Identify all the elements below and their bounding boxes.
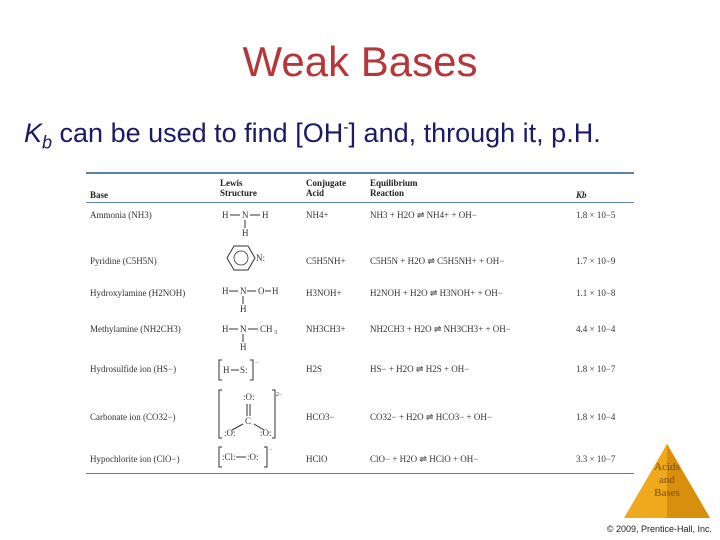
row-4-base: Hydrosulfide ion (HS−)	[90, 364, 177, 374]
row-1-conj: C5H5NH+	[306, 256, 346, 266]
header-kb: Kb	[576, 190, 587, 200]
svg-text:3: 3	[274, 330, 277, 336]
row-3-base: Methylamine (NH2CH3)	[90, 324, 181, 334]
row-4-reaction: HS− + H2O ⇌ H2S + OH−	[370, 364, 470, 374]
lewis-structure-ammonia	[218, 204, 278, 240]
svg-text:C: C	[245, 416, 252, 426]
slide-title: Weak Bases	[242, 38, 478, 85]
header-base: Base	[90, 190, 108, 200]
svg-text:N:: N:	[256, 253, 265, 263]
subtitle-mid: can be used to find [OH	[52, 118, 344, 148]
svg-text:CH: CH	[260, 324, 273, 334]
row-0-conj: NH4+	[306, 210, 329, 220]
svg-text:N: N	[242, 210, 249, 220]
lewis-structure-hydroxylamine	[218, 280, 282, 318]
row-6-reaction: ClO− + H2O ⇌ HClO + OH−	[370, 454, 479, 464]
svg-text:N: N	[240, 286, 247, 296]
svg-text:H: H	[223, 365, 230, 375]
lewis-structure-hypochlorite	[218, 444, 282, 470]
svg-text:−: −	[269, 447, 273, 453]
row-0-base: Ammonia (NH3)	[90, 210, 152, 220]
weak-bases-table	[86, 172, 634, 476]
row-2-conj: H3NOH+	[306, 288, 342, 298]
row-4-kb: 1.8 × 10−7	[576, 364, 616, 374]
row-5-base: Carbonate ion (CO32−)	[90, 412, 176, 422]
row-1-kb: 1.7 × 10−9	[576, 256, 616, 266]
table-top-rule	[86, 172, 634, 174]
table-header-rule	[86, 202, 634, 203]
header-equilibrium: Equilibrium Reaction	[370, 178, 418, 198]
svg-text::O:: :O:	[247, 452, 259, 462]
svg-text:H: H	[262, 210, 269, 220]
lewis-structure-methylamine	[218, 318, 288, 356]
row-3-kb: 4.4 × 10−4	[576, 324, 616, 334]
badge-line-1: Acids	[654, 461, 680, 473]
svg-text::Cl:: :Cl:	[222, 452, 236, 462]
row-2-reaction: H2NOH + H2O ⇌ H3NOH+ + OH−	[370, 288, 503, 298]
svg-text:H: H	[240, 342, 247, 352]
row-3-conj: NH3CH3+	[306, 324, 346, 334]
table-bottom-rule	[86, 473, 634, 474]
header-lewis: Lewis Structure	[220, 178, 257, 198]
svg-text:2−: 2−	[276, 392, 282, 398]
svg-text:H: H	[272, 286, 279, 296]
svg-text:S:: S:	[240, 365, 248, 375]
svg-text::O:: :O:	[260, 428, 272, 438]
header-conjugate: Conjugate Acid	[306, 178, 346, 198]
row-5-kb: 1.8 × 10−4	[576, 412, 616, 422]
svg-text:O: O	[258, 286, 265, 296]
row-1-base: Pyridine (C5H5N)	[90, 256, 157, 266]
svg-text:N: N	[240, 324, 247, 334]
row-1-reaction: C5H5N + H2O ⇌ C5H5NH+ + OH−	[370, 256, 505, 266]
row-2-base: Hydroxylamine (H2NOH)	[90, 288, 186, 298]
row-0-reaction: NH3 + H2O ⇌ NH4+ + OH−	[370, 210, 477, 220]
row-4-conj: H2S	[306, 364, 323, 374]
subtitle-k-subscript: b	[42, 132, 53, 153]
slide-subtitle	[24, 118, 704, 153]
svg-text:H: H	[242, 228, 249, 238]
row-2-kb: 1.1 × 10−8	[576, 288, 616, 298]
row-6-conj: HClO	[306, 454, 328, 464]
lewis-structure-carbonate	[218, 386, 282, 442]
svg-text::O:: :O:	[224, 428, 236, 438]
subtitle-k: K	[24, 118, 43, 148]
badge-line-3: Bases	[654, 487, 680, 499]
svg-text::O:: :O:	[243, 392, 255, 402]
acids-bases-badge	[622, 461, 712, 500]
row-6-base: Hypochlorite ion (ClO−)	[90, 454, 180, 464]
svg-text:H: H	[222, 210, 229, 220]
copyright-notice: © 2009, Prentice-Hall, Inc.	[606, 524, 712, 534]
row-6-kb: 3.3 × 10−7	[576, 454, 616, 464]
svg-text:H: H	[222, 286, 229, 296]
lewis-structure-pyridine	[218, 242, 278, 282]
svg-text:H: H	[222, 324, 229, 334]
lewis-structure-hydrosulfide	[218, 356, 278, 384]
subtitle-end: ] and, through it, p.H.	[348, 118, 601, 148]
row-0-kb: 1.8 × 10−5	[576, 210, 616, 220]
row-3-reaction: NH2CH3 + H2O ⇌ NH3CH3+ + OH−	[370, 324, 511, 334]
svg-text:H: H	[240, 304, 247, 314]
row-5-reaction: CO32− + H2O ⇌ HCO3− + OH−	[370, 412, 492, 422]
row-5-conj: HCO3−	[306, 412, 335, 422]
subtitle-superscript: -	[343, 119, 349, 136]
svg-text:−: −	[255, 360, 259, 366]
badge-line-2: and	[659, 474, 675, 486]
